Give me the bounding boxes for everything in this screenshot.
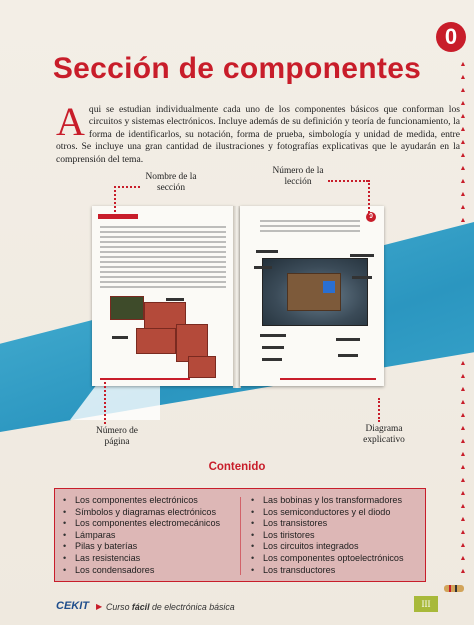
callout-leader bbox=[114, 186, 116, 212]
list-item: • Los componentes electromecánicos bbox=[63, 518, 220, 530]
list-item: • Los tiristores bbox=[251, 530, 404, 542]
sample-section-header bbox=[98, 214, 138, 219]
sample-label-bar bbox=[262, 358, 282, 361]
sample-label-bar bbox=[338, 354, 358, 357]
arrow-right-icon: ▶ bbox=[96, 602, 103, 611]
tab-arrow-strip: ▲ ▲ ▲ ▲ ▲ ▲ ▲ ▲ ▲ ▲ ▲ ▲ ▲ ▲ ▲ ▲ ▲ ▲ ▲ ▲ ▲ ▲ ▲ ▲ ▲ ▲ ▲ ▲ ▲ ▲ bbox=[459, 61, 467, 575]
sample-label-bar bbox=[112, 336, 128, 339]
callout-section-name: Nombre de la sección bbox=[145, 172, 197, 193]
list-item: • Los transistores bbox=[251, 518, 404, 530]
list-item: • Símbolos y diagramas electrónicos bbox=[63, 507, 220, 519]
callout-leader bbox=[378, 398, 380, 422]
list-item: • Los transductores bbox=[251, 565, 404, 577]
intro-text: qui se estudian individualmente cada uno de los componentes básicos que conforman los circuitos y sistemas electrónicos. Incluye además de su definición y teoría de funcionamiento, la forma de identificarlos, su notación, forma de prueba, simbología y unidad de medida, entre otros. Se incluye una gran cantidad de ilustraciones y fotografías explicativas que le ayudarán en la comprensión del tema. bbox=[56, 104, 460, 165]
callout-diagram: Diagrama explicativo bbox=[363, 424, 405, 445]
contents-list-right bbox=[251, 495, 404, 576]
list-item: • Las bobinas y los transformadores bbox=[251, 495, 404, 507]
sample-right-page bbox=[240, 206, 384, 386]
callout-leader bbox=[104, 382, 106, 424]
sample-label-bar bbox=[254, 266, 272, 269]
course-title: Curso fácil de electrónica básica bbox=[106, 602, 235, 612]
sample-pcb-image bbox=[136, 328, 176, 354]
intro-paragraph bbox=[56, 99, 460, 166]
sample-text-lines bbox=[260, 220, 360, 235]
sample-label-bar bbox=[352, 276, 372, 279]
sample-footer-stripe bbox=[100, 378, 190, 380]
sample-label-bar bbox=[256, 250, 278, 253]
sample-lesson-marker: 0 bbox=[366, 212, 376, 222]
drop-cap: A bbox=[56, 99, 85, 144]
page-number: III bbox=[414, 596, 438, 612]
callout-leader bbox=[114, 186, 140, 188]
callout-page-number: Número de página bbox=[96, 426, 138, 447]
sample-label-bar bbox=[350, 254, 374, 257]
list-item: • Los semiconductores y el diodo bbox=[251, 507, 404, 519]
sample-text-lines bbox=[100, 226, 226, 291]
sample-left-page bbox=[92, 206, 234, 386]
contents-title: Contenido bbox=[208, 461, 266, 473]
list-item: • Las resistencias bbox=[63, 553, 220, 565]
sample-pcb-image bbox=[188, 356, 216, 378]
list-item: • Los circuitos integrados bbox=[251, 541, 404, 553]
contents-divider bbox=[240, 497, 241, 575]
sample-label-bar bbox=[260, 334, 286, 337]
callout-leader bbox=[368, 180, 370, 220]
brand-logo: CEKIT bbox=[56, 600, 89, 612]
contents-box bbox=[54, 488, 426, 582]
sample-footer-stripe bbox=[280, 378, 376, 380]
book-spread-illustration bbox=[92, 206, 384, 392]
list-item: • Los componentes electrónicos bbox=[63, 495, 220, 507]
callout-lesson-number: Número de la lección bbox=[272, 166, 324, 187]
contents-list-left bbox=[63, 495, 220, 576]
list-item: • Los condensadores bbox=[63, 565, 220, 577]
sample-circuit-photo bbox=[262, 258, 368, 326]
sample-label-bar bbox=[166, 298, 184, 301]
sample-label-bar bbox=[336, 338, 360, 341]
resistor-icon bbox=[444, 585, 464, 592]
sample-blue-component bbox=[323, 281, 335, 293]
page-title: Sección de componentes bbox=[52, 52, 422, 85]
callout-leader bbox=[328, 180, 368, 182]
list-item: • Los componentes optoelectrónicos bbox=[251, 553, 404, 565]
list-item: • Lámparas bbox=[63, 530, 220, 542]
list-item: • Pilas y baterías bbox=[63, 541, 220, 553]
sample-pcb-image bbox=[110, 296, 144, 320]
sample-label-bar bbox=[262, 346, 284, 349]
section-tab-marker: 0 bbox=[436, 22, 466, 52]
